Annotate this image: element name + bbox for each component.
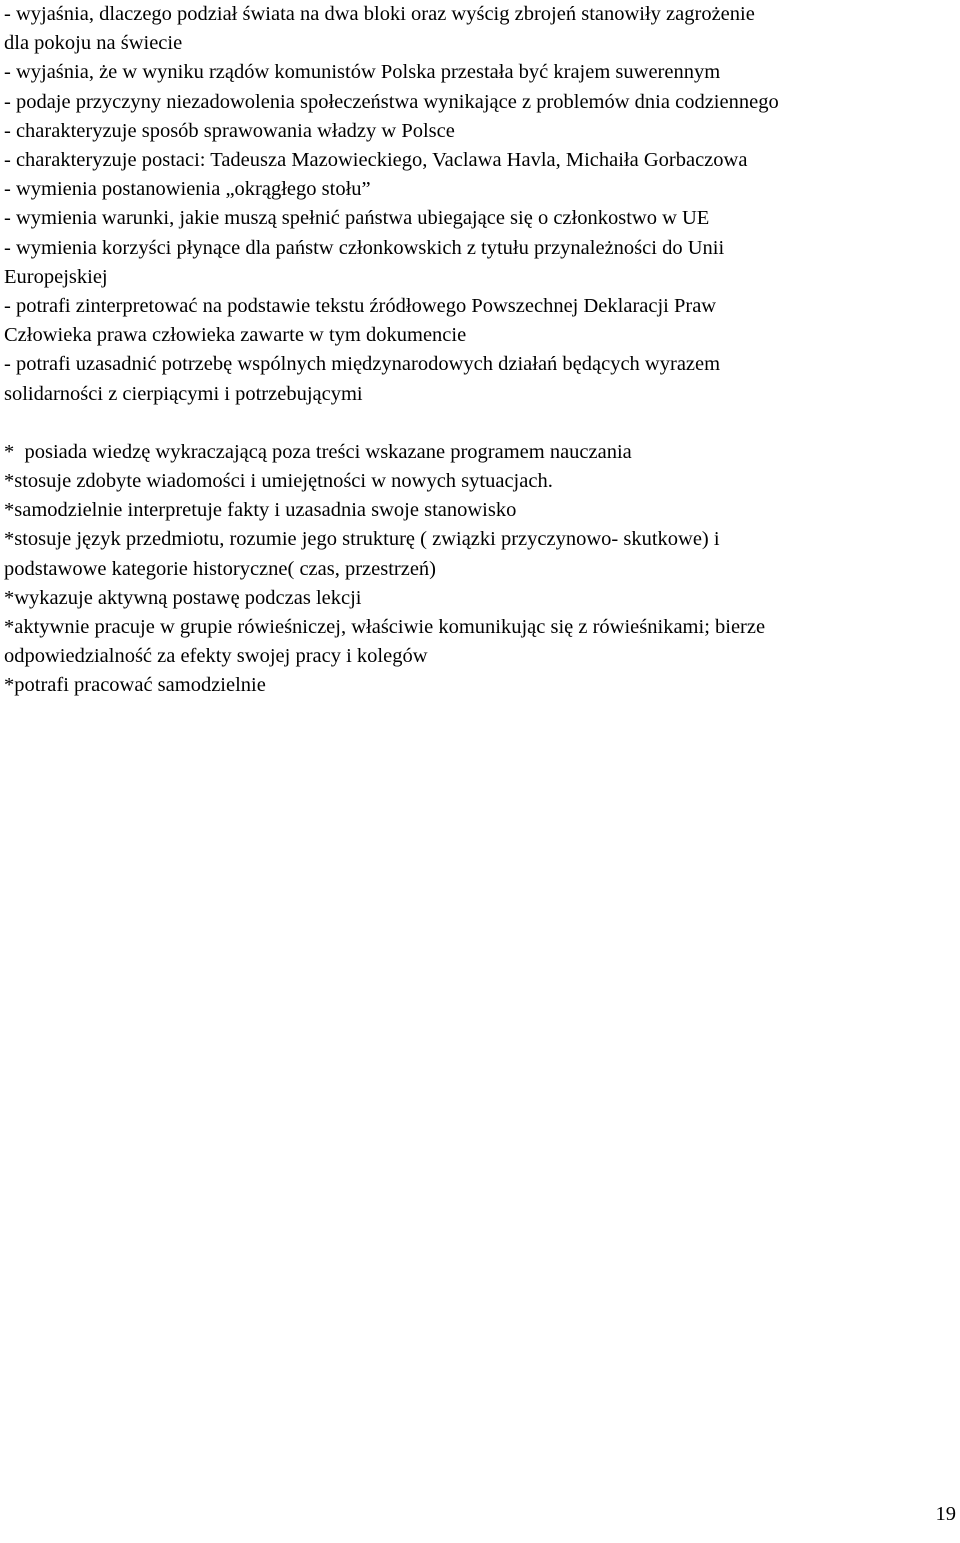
text-line: - wymienia warunki, jakie muszą spełnić państwa ubiegające się o członkostwo w UE [4, 207, 710, 230]
page-number: 19 [935, 1503, 956, 1525]
text-line: - potrafi uzasadnić potrzebę wspólnych międzynarodowych działań będących wyrazem [4, 353, 721, 376]
text-line: Europejskiej [4, 265, 108, 288]
text-line: Człowieka prawa człowieka zawarte w tym dokumencie [4, 324, 467, 347]
text-line: - charakteryzuje sposób sprawowania władzy w Polsce [4, 119, 455, 142]
text-line: *aktywnie pracuje w grupie rówieśniczej, właściwie komunikując się z rówieśnikami; bierze [4, 616, 766, 639]
requirements-list-basic [4, 0, 944, 409]
text-line: odpowiedzialność za efekty swojej pracy i kolegów [4, 645, 428, 668]
text-line: solidarności z cierpiącymi i potrzebującymi [4, 382, 363, 405]
text-line: *potrafi pracować samodzielnie [4, 674, 266, 697]
text-line: - wymienia postanowienia „okrągłego stołu” [4, 178, 371, 201]
text-line: - wyjaśnia, że w wyniku rządów komunistów Polska przestała być krajem suwerennym [4, 61, 721, 84]
requirements-list-advanced [4, 438, 944, 701]
text-line: *wykazuje aktywną postawę podczas lekcji [4, 586, 362, 609]
text-line: - podaje przyczyny niezadowolenia społeczeństwa wynikające z problemów dnia codziennego [4, 90, 779, 113]
text-line: podstawowe kategorie historyczne( czas, przestrzeń) [4, 557, 437, 580]
text-line: *stosuje zdobyte wiadomości i umiejętności w nowych sytuacjach. [4, 470, 553, 493]
text-line: - potrafi zinterpretować na podstawie tekstu źródłowego Powszechnej Deklaracji Praw [4, 295, 717, 318]
text-line: *stosuje język przedmiotu, rozumie jego strukturę ( związki przyczynowo- skutkowe) i [4, 528, 720, 551]
document-page [4, 0, 944, 701]
text-line: - wyjaśnia, dlaczego podział świata na dwa bloki oraz wyścig zbrojeń stanowiły zagrożenie [4, 3, 755, 25]
text-line: dla pokoju na świecie [4, 32, 183, 55]
text-line: * posiada wiedzę wykraczającą poza treści wskazane programem nauczania [4, 440, 632, 463]
text-line: *samodzielnie interpretuje fakty i uzasadnia swoje stanowisko [4, 499, 517, 522]
text-line: - wymienia korzyści płynące dla państw członkowskich z tytułu przynależności do Unii [4, 236, 725, 259]
paragraph-spacer [4, 409, 944, 438]
text-line: - charakteryzuje postaci: Tadeusza Mazowieckiego, Vaclawa Havla, Michaiła Gorbaczowa [4, 149, 748, 172]
